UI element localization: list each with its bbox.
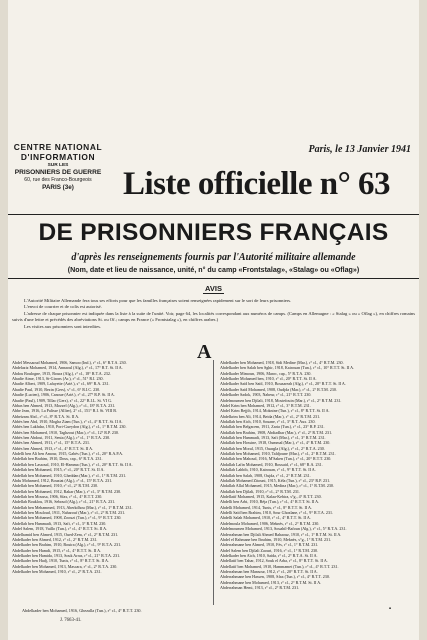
prisoner-entry: Abdelli Salah Mohamed, 1910, r° cl., 4° R.T.T. St. II A. [220,515,311,521]
prisoner-entry: Abdelmoula Mohamed, 1906, Meknès, r° cl., 2° R.T.M. 230. [220,520,320,526]
prisoner-entry: Abdelkrim ben Ali, 1914, Beida (Mar.), r° cl., 2° R.T.M. 231. [220,413,321,419]
subtitle: d'après les renseignements fournis par l'Autorité militaire allemande [71,252,356,263]
prisoner-entry: Abdelli Saïd ben Brahim, 1910, Sour Ghozlane, r° cl., 9° R.T.A. 231. [220,510,334,516]
prisoner-entry: Abdellah ben Mohamed, 1915, r° cl., 20° R.T.T. St. II A. [12,467,105,473]
prisoner-entry: Abdallah Lafin Mohamed, 1910, Bousaid, r° cl., 68° R.A. 231. [220,461,323,467]
notice-text [12,298,415,330]
prisoner-entry: Abdallah ben Hossine, 1918, Oummal (Mar.), r° cl., 4° R.T.M. 230. [220,440,331,446]
prisoner-entry: Abdel Messaoud Mohamed, 1906, Samoo (Ind.), r° cl., 6° R.T.A. 230. [12,360,127,365]
notice-paragraph: L'adresse de chaque prisonnier est indiquée dans la liste à la suite de l'unité. Voir, page 64, les localités correspondant aux numéros de camps. (Camps en Allemagne : « Stalag » ou « Oflag »), en chiffres romains suivis d'une lettre et précédés des abréviations St. ou Of.; camps en France (« Frontstalag »), en chiffres arabes.) [12,310,415,323]
prisoner-entry: Abdelkader ben Hamida, 1913, Souk Arras, r° cl., 21° R.T.A. 231. [12,552,121,558]
prisoner-entry: Abdelkader ben Mohamed, 1913, Mascara, r° cl., 2° R.T.A. 230. [12,563,118,569]
prisoner-entry: Abdelmoumen Mohamed, 1913, Souahil-Bafoun (Alg.), r° cl., 5° R.T.A. 231. [220,526,347,532]
right-column [220,360,417,590]
prisoner-entry: Abdellah ben Brahim, 1910, Dous, cap., 6° R.T.A. 231. [12,456,103,462]
prisoner-entry: Abdelkader ben Hadj, 1910, Tunis, r° cl., 8° R.T.T. St. II A. [12,558,110,564]
prisoner-entry: Abdallah ben Belgacem, 1911, Zaria (Tun.), r° cl., 23° R.P. 231. [220,424,325,430]
org-line-6: PARIS (3e) [42,184,74,191]
org-line-1: CENTRE NATIONAL [13,142,103,152]
org-line-4: PRISONNIERS DE GUERRE [14,169,102,176]
notice-paragraph: Les visites aux prisonniers sont interdites. [24,323,102,329]
prisoner-entry: Abdellatif ben Mohamed, 1910, Hammamet (Tun.), r° cl., 4° R.T.T. 231. [220,563,339,569]
prisoner-entry: Abdallah Mohamed Zitouni, 1915, Kéla (Tun.), r° cl., 23° R.P. 231. [220,477,331,483]
prisoner-entry: Abdallah ben Moral, 1915, Ouargla (Alg.), r° cl., 2° R.T.A. 230. [220,445,325,451]
notice-paragraph: L'envoi de courrier et de colis est autorisé. [24,304,102,310]
prisoner-entry: Abdu Mohamed, 1912, Bouziat (Alg.), r° cl., 15° R.T.A. 231. [12,477,113,483]
issue-date: Paris, le 13 Janvier 1941 [308,144,411,155]
prisoner-entry: Abdallah ben Brahim, 1908, Abdiadhar (Mar.), r° cl., 2° R.T.M. 231. [220,429,333,435]
left-column [12,360,209,574]
prisoner-entry: Abbès ben Ahmed, 1913, r° cl., 4° R.T.T. St. II A. [12,445,94,451]
organization-block [8,142,108,192]
prisoner-entry: Abdou Boulogne, 1915, Boura (Alg.), r° cl., 18° R.T.A. 232. [12,370,111,376]
prisoner-entry: Abdallah Lahbib, 1910, Kairouan, r° cl., 9° R.T.T. St. II A. [220,467,316,473]
prisoner-entry: Abdellah Bouklou, 1916, Seboud (Alg.), r° cl., 21° R.T.A. 231. [12,499,116,505]
section-rule [8,278,419,279]
prisoner-entry: Abdellah ben Moussa, 1906, Sfax, r° cl., 4° R.T.T. 230. [12,493,103,499]
list-title: Liste officielle n° 63 [123,166,391,202]
notice-paragraph: L'Autorité Militaire Allemande fera tous ses efforts pour que les familles françaises soient renseignées rapidement sur le sort de leurs prisonniers. [24,298,292,303]
prisoner-entry: Abdelaziz Mohamed, 1914, Annaoul (Alg.), r° cl., 17° R.T. St. II A. [12,365,123,371]
prisoner-entry: Abdallah ben Djilali, 1910, r° cl., 2° R.T.M. 231. [220,488,300,494]
org-line-3: SUR LES [47,163,69,168]
prisoner-entry: Abdellah ben Mohamed, 1908, Zoouzi (Tun.), r° cl., 9° R.T.T. 230. [12,515,122,521]
prisoner-entry: Abdel Krim ben Mohamed, 1912, r° cl., 3° R.T.M. 231. [220,402,311,408]
prisoner-entry: Abdelkader Mimoun, 1906, Maroc, cap., 5° R.T.A. 230. [220,370,312,376]
prisoner-entry: Abdallah ben Salah, 1908, Oujda, r° cl., 2° R.T.M. 231. [220,472,311,478]
prisoner-entry: Abdelkader Saïd Mohamed, 1908, Oudjda (Mar.), r° cl., 2° R.T.M. 230. [220,386,337,392]
section-letter: A [197,341,212,363]
prisoner-entry: Abdellatif Mohamed, 1915, Kalaa-Kebira, s°g., 4° R.T.T. 230. [220,493,322,499]
document-code: J. 7663-41. [60,618,82,623]
notice-title [8,284,419,293]
prisoner-entry: Abdellah ben Mohamed, 1912, Rakar (Mar.), r° cl., 3° R.T.M. 230. [12,488,122,494]
prisoner-entry: Abdelli Mohamed, 1914, Tunis, r° cl., 8° R.T.T. St. II A. [220,504,312,510]
prisoner-entry: Abdelhamid ben Ahmed, 1915, Oued-Zem, r° cl., 2° R.T.M. 231. [12,531,119,537]
prisoner-entry: Abdelkader ben Salah ben Sghir, 1918, Kairouan (Tun.), r° cl., 10° R.T.T. St. II A. [220,365,355,371]
prisoner-entry: Abdallah ben Mohamed, 1910, Taldjoune (Mar.), r° cl., 2° R.T.M. 231. [220,451,336,457]
prisoner-entry: Abdel el Rahmane ben Ibrahim, 1910, Meknès, s°g., 1° R.T.M. 231. [220,536,332,542]
org-line-5: 60, rue des Franco-Bourgeois [24,177,92,183]
prisoner-entry: Abdallah ben Aïch, 1910, Souane, r° cl., 3° R.T. Aux. 230. [220,418,316,424]
prisoner-entry: Abdel Salem, 1918, Vaillo (Tun.), r° cl., 4° R.T.T. St. II A. [12,526,108,532]
prisoner-entry: Abdelkader Sadok, 1903, Nabeur, r° cl., 21° R.T.T. 230. [220,392,312,398]
prisoner-entry: Abderrahmane ben Hassen, 1908, Sfax (Tun.), r° cl., 4° R.T.T. 230. [220,574,330,580]
prisoner-entry: Abbès ben Mohamed, 1910, Taghzout (Mar.), r° cl., 12° R.P. 230. [12,429,119,435]
prisoner-entry: Abdallah Allal Mohamed, 1915, Medina (Mar.), r° cl., 1° R.T.M. 230. [220,483,334,489]
prisoner-entry: Abdelkader ben Mohamed, 1910, r° cl., 2° R.T.A. 231. [12,569,102,575]
prisoner-entry: Abadie Paul, 1910, Bezin (Gers), s° cl., 6° R.I.C. 230. [12,386,101,392]
prisoner-entry: Abadie Albert, 1909, Lafayette (Ariè.), s° cl., 69° R.A. 231. [12,381,110,387]
prisoner-entry: Abdelkader ben Aïch, 1910, Saïda, r° cl., 2° R.T.A. St. II A. [220,552,318,558]
prisoner-entry: Abdelli ben Arbi, 1910, Béja (Tun.), r° cl., 4° R.T.T. St. II A. [220,499,320,505]
title-rule [8,214,419,215]
page-mark: ▪ [388,606,391,612]
prisoner-entry: Abbeïzam Abd., r° cl., 8° R.T.A. St. II A. [12,413,80,419]
prisoner-entry: Abdelkader Mohamed ben, 1910, r° cl., 20° R.T.T. St. II A. [220,376,317,382]
prisoner-entry: Abderrahman ben Djilali Ahmed Bahaouz, 1910, r° cl., 1° R.T.M. St. II A. [220,531,342,537]
prisoner-entry: Abdelkader ben Hamdi, 1915, r° cl., 4° R.T.T. St. II A. [12,547,102,553]
prisoner-entry: Abdallah ben Hammadi, 1913, Safi (Mar.), r° cl., 3° R.T.M. 231. [220,435,326,441]
prisoner-entry: Abdel Salem ben Djilali Zaouri, 1916, r° cl., 1° R.T.M. 230. [220,547,319,553]
prisoner-entry: Abderrahmane ben Ahmed, 1910, Fès, r° cl., 1° R.T.M. 231. [220,542,319,548]
prisoner-entry: Abbès ben Lakhdar, 1910, Port-Gueydon (Alg.), r° cl., 1° R.T.M. 230. [12,424,127,430]
prisoner-entry: Abadie (Paul), 1909, Tillac (Gers), s° cl., 22° B.I.L. St. VI G. [12,397,113,403]
prisoner-entry: Abdallah ben Mahoud, 1916, M'Saken (Tun.), r° cl., 20° R.T.T. 230. [220,456,332,462]
header [8,132,419,212]
subtitle-fields: (Nom, date et lieu de naissance, unité, n° du camp «Frontstalag», «Stalag» ou «Oflag») [67,266,360,274]
prisoner-entry: Abdellah ben Mehammed, 1913, Aberkdhou (Mar.), r° cl., 1° R.T.M. 231. [12,504,133,510]
prisoner-entry: Abderrahman Hemi, 1913, r° cl., 2° R.T.M. 231. [220,585,300,591]
main-title: DE PRISONNIERS FRANÇAIS [38,219,389,246]
prisoner-entry: Abderrahman ben Mansour, 1912, r° cl., 20° R.T.T. St. II A. [220,569,318,575]
prisoner-entry: Abbès ben Abd, 1910, Mogha Ziam (Tun.), r° cl., 4° R.T.T. St. II A. [12,418,123,424]
prisoner-entry: Abdelkader Saïd ben Saïd, 1910, Bouzareah (Alg.), r° cl., 20° R.T.T. St. II A. [220,381,346,387]
prisoner-entry: Abderrahmane ben Mohamed, 1913, r° cl., 2° R.T.M. St. II A. [220,579,322,585]
prisoner-entry: Abdelkader ben Ahmed, 1912, r° cl., 2° R.T.M. 231. [12,536,98,542]
scan-edge-right [419,0,427,640]
org-line-2: D'INFORMATION [20,152,96,162]
scan-edge-left [0,0,8,640]
prisoner-entry: Abdellah ben Lassoud, 1910, El-Hamma (Tun.), r° cl., 20° R.T.T. St. II A. [12,461,133,467]
prisoner-entry: Abbès ben Ahmed, 1911, r° cl., 15° R.T.A. 231. [12,440,91,446]
prisoner-entry: Abdelkader ben Brahim, 1910, Bouira (Alg.), r° cl., 9° R.T.A. 231. [12,542,122,548]
prisoner-entry: Abdelli ben Ali ben Amour, 1915, Gabès (Tun.), r° cl., 20° R.A.P.A. [12,451,124,457]
prisoner-entry: Abdellah ben Mouloud, 1911, Naharouf (Mar.), r° cl., 2° R.T.M. 231. [12,510,126,516]
prisoner-entry: Abadie (Lucien), 1906, Canoue (Ariè.), r° cl., 27° R.P. St. II A. [12,392,115,398]
prisoner-entry: Abdellatif ben Tahar, 1912, Souk el Arba, r° cl., 8° R.T.T. St. II A. [220,558,328,564]
footer-entry: Abdelkader ben Mohamed, 1916, Ghezalla (Tun.), r° cl., 4° R.T.T. 230. [22,608,142,613]
prisoner-entry: Abdellah ben Mohamed, 1910, Gheddan (Mar.), r° cl., 1° R.T.M. 231. [12,472,127,478]
prisoner-entry: Abdellah ben Hammadi, 1913, Safi, r° cl., 3° R.T.M. 230. [12,520,107,526]
document-page [8,8,419,636]
prisoner-entry: Abbès ben Abdoui, 1911, Senia (Alg.), r° cl., 1° R.T.A. 230. [12,435,111,441]
prisoner-entry: Abbas ben Ahmed, 1913, Mozzel (Alg.), r° cl., 18° R.T.A. 231. [12,402,116,408]
prisoner-entry: Abbe Jean, 1916, La Palisse (Allier), 2° cl., 151° R.I. St. VIII B. [12,408,118,414]
notice-title-text: AVIS [205,284,222,293]
prisoner-entry: Abdelkader ben Mohamed, 1918, Sidi Medine (Mar.), r° cl., 4° R.T.M. 230. [220,360,344,365]
prisoner-entry: Abdellah ben Mohamed, 1910, r° cl., 2° R.T.M. 230. [12,483,99,489]
prisoner-entry: Abadie Aime, 1913, St-Girons (Ar.), r° cl., 51° R.I. 230. [12,376,104,382]
prisoner-entry: Abdelmoumen ben Djilali, 1918, Mostefouin (Mar.), r° cl., 2° R.T.M. 231. [220,397,342,403]
column-divider [213,360,214,605]
prisoner-entry: Abdel Krim Bejjih, 1914, Moknine (Tun.), r° cl., 8° R.T.T. St. II A. [220,408,330,414]
